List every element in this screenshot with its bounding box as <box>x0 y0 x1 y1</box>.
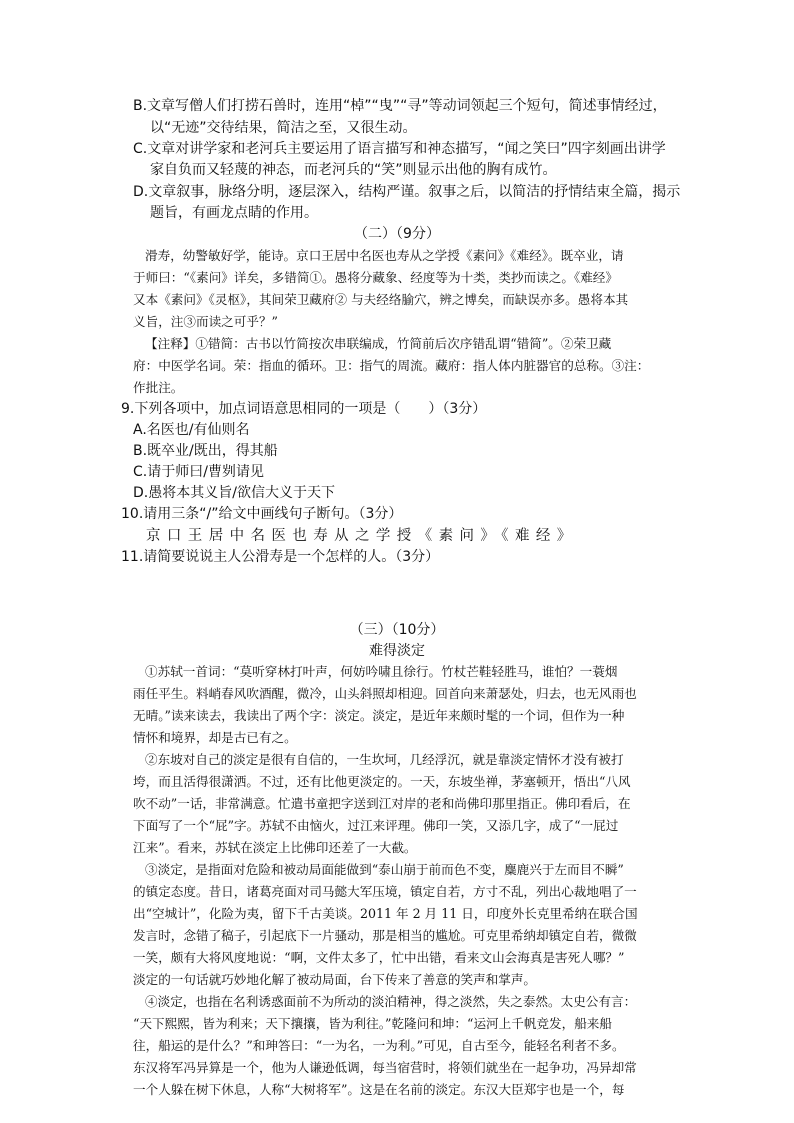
notes-line: 作批注。 <box>133 380 184 395</box>
article-line: 东汉将军冯异算是一个，他为人谦逊低调，每当宿营时，将领们就坐在一起争功，冯异却常 <box>133 1060 637 1075</box>
q9-option-c: C.请于师曰/曹刿请见 <box>133 464 264 480</box>
article-line: 情怀和境界，却是古已有之。 <box>133 730 297 745</box>
article-line: 出“空城计”，化险为夷，留下千古美谈。2011 年 2 月 11 日，印度外长克里希纳在联合国 <box>133 906 638 921</box>
article-line: 垮，而且活得很潇洒。不过，还有比他更淡定的。一天，东坡坐禅，茅塞顿开，悟出“八风 <box>133 774 631 789</box>
article-line: 一笑，颇有大将风度地说：“啊，文件太多了，忙中出错，看来文山会海真是害死人哪？” <box>133 950 625 965</box>
notes-line: 府：中医学名词。荣：指血的循环。卫：指气的周流。藏府：指人体内脏器官的总称。③注： <box>133 358 650 373</box>
option-b-line-2: 以“无迹”交待结果，简洁之至，又很生动。 <box>150 120 417 136</box>
article-line: ①苏轼一首词：“莫听穿林打叶声，何妨吟啸且徐行。竹杖芒鞋轻胜马，谁怕？一蓑烟 <box>145 664 618 679</box>
section-3-heading: （三）（10分） <box>349 622 445 638</box>
q9-option-a: A.名医也/有仙则名 <box>133 422 250 438</box>
section-2-heading: （二）（9分） <box>354 226 440 242</box>
option-c-line-1: C.文章对讲学家和老河兵主要运用了语言描写和神态描写，“闻之笑曰”四字刻画出讲学 <box>133 141 666 157</box>
q9-option-d: D.愚将本其义旨/欲信大义于天下 <box>133 485 335 501</box>
article-line: 下面写了一个“屁”字。苏轼不由恼火，过江来评理。佛印一笑，又添几字，成了“一屁过 <box>133 818 619 833</box>
notes-line: 【注释】①错简：古书以竹简按次串联编成，竹简前后次序错乱谓“错简”。②荣卫藏 <box>145 336 612 351</box>
article-line: 吹不动”一话，非常满意。忙遣书童把字送到江对岸的老和尚佛印那里指正。佛印看后，在 <box>133 796 631 811</box>
option-d-line-2: 题旨，有画龙点睛的作用。 <box>150 205 318 221</box>
article-line: ③淡定，是指面对危险和被动局面能做到“泰山崩于前而色不变，麋鹿兴于左而目不瞬” <box>145 862 624 877</box>
article-line: “天下熙熙，皆为利来；天下攘攘，皆为利往。”乾隆问和坤：“运河上千帆竞发，船来船 <box>133 1016 612 1031</box>
q10-sentence: 京口王居中名医也寿从之学授《素问》《难经》 <box>146 528 578 544</box>
question-10: 10.请用三条“/”给文中画线句子断句。（3分） <box>121 506 403 522</box>
article-line: ④淡定，也指在名利诱惑面前不为所动的淡泊精神，得之淡然，失之泰然。太史公有言： <box>145 994 637 1009</box>
article-line: ②东坡对自己的淡定是很有自信的，一生坎坷，几经浮沉，就是靠淡定情怀才没有被打 <box>145 752 624 767</box>
article-line: 发言时，念错了稿子，引起底下一片骚动，那是相当的尴尬。可克里希纳却镇定自若，微微 <box>133 928 637 943</box>
article-line: 的镇定态度。昔日，诸葛亮面对司马懿大军压境，镇定自若，方寸不乱，列出心裁地唱了一 <box>133 884 637 899</box>
article-line: 一个人躲在树下休息，人称“大树将军”。这是在名前的淡定。东汉大臣郑宇也是一个，每 <box>133 1082 625 1097</box>
q9-option-b: B.既卒业/既出，得其船 <box>133 443 278 459</box>
passage-line: 又本《素问》《灵枢》，其间荣卫藏府② 与夫经络腧穴，辨之博矣，而缺误亦多。愚将本其 <box>133 292 629 307</box>
article-line: 淡定的一句话就巧妙地化解了被动局面，台下传来了善意的笑声和掌声。 <box>133 972 536 987</box>
article-line: 往，船运的是什么？”和珅答曰：“一为名，一为利。”可见，自古至今，能轻名利者不多。 <box>133 1038 625 1053</box>
article-line: 无晴。”读来读去，我读出了两个字：淡定。淡定，是近年来颇时髦的一个词，但作为一种 <box>133 708 625 723</box>
passage-line: 义旨，注③而读之可乎？” <box>133 314 278 329</box>
passage-line: 于师曰：“《素问》详矣，多错简①。愚将分藏象、经度等为十类，类抄而读之。《难经》 <box>133 270 618 285</box>
article-title: 难得淡定 <box>369 643 425 659</box>
option-d-line-1: D.文章叙事，脉络分明，逐层深入，结构严谨。叙事之后，以简洁的抒情结束全篇，揭示 <box>133 184 681 200</box>
option-c-line-2: 家自负而又轻蔑的神态，而老河兵的“笑”则显示出他的胸有成竹。 <box>150 162 557 178</box>
question-9: 9.下列各项中，加点词语意思相同的一项是（ ）（3分） <box>121 401 487 417</box>
article-line: 雨任平生。料峭春风吹酒醒，微冷，山头斜照却相迎。回首向来萧瑟处，归去，也无风雨也 <box>133 686 637 701</box>
question-11: 11.请简要说说主人公滑寿是一个怎样的人。（3分） <box>121 549 440 565</box>
article-line: 江来”。看来，苏轼在淡定上比佛印还差了一大截。 <box>133 840 417 855</box>
passage-line: 滑寿，幼警敏好学，能诗。京口王居中名医也寿从之学授《素问》《难经》。既卒业，请 <box>145 248 624 263</box>
option-b-line-1: B.文章写僧人们打捞石兽时，连用“棹”“曳”“寻”等动词领起三个短句，简述事情经过， <box>133 98 667 114</box>
